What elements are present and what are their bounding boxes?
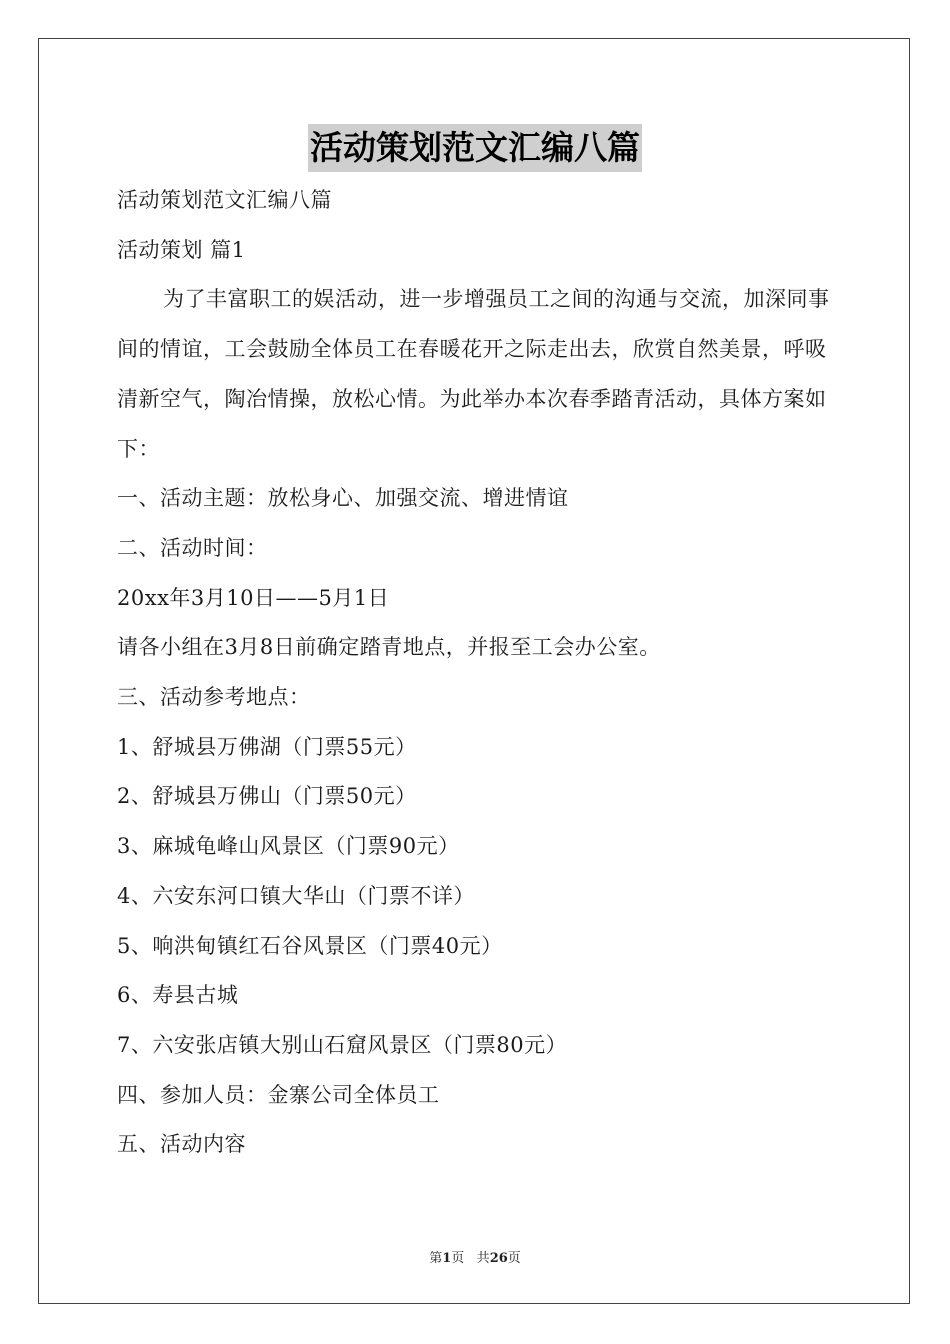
footer-page-word: 页 — [451, 1251, 465, 1266]
document-subtitle: 活动策划范文汇编八篇 — [117, 188, 332, 212]
line-time-heading: 二、活动时间： — [117, 535, 268, 560]
footer-total-prefix: 共 — [476, 1251, 490, 1266]
location-item: 3、麻城龟峰山风景区（门票90元） — [117, 834, 460, 859]
document-body — [117, 176, 833, 1170]
document-title — [0, 124, 950, 172]
page-footer — [0, 1247, 950, 1266]
location-item: 6、寿县古城 — [117, 983, 239, 1008]
line-content-heading: 五、活动内容 — [117, 1132, 246, 1157]
line-theme: 一、活动主题：放松身心、加强交流、增进情谊 — [117, 486, 569, 511]
intro-paragraph: 为了丰富职工的娱活动，进一步增强员工之间的沟通与交流，加深同事间的情谊，工会鼓励全体员工在春暖花开之际走出去，欣赏自然美景，呼吸清新空气，陶冶情操，放松心情。为此举办本次春季踏青活动，具体方案如下： — [117, 287, 830, 461]
location-item: 4、六安东河口镇大华山（门票不详） — [117, 883, 475, 908]
line-participants: 四、参加人员：金寨公司全体员工 — [117, 1082, 440, 1107]
document-title-text: 活动策划范文汇编八篇 — [308, 124, 642, 172]
line-time-range: 20xx年3月10日——5月1日 — [117, 585, 390, 610]
section-heading: 活动策划 篇1 — [117, 237, 246, 262]
location-item: 7、六安张店镇大别山石窟风景区（门票80元） — [117, 1032, 568, 1057]
location-item: 2、舒城县万佛山（门票50元） — [117, 784, 417, 809]
line-deadline: 请各小组在3月8日前确定踏青地点，并报至工会办公室。 — [117, 635, 661, 660]
footer-current-page: 1 — [442, 1251, 452, 1266]
location-item: 5、响洪甸镇红石谷风景区（门票40元） — [117, 933, 503, 958]
footer-total-pages: 26 — [489, 1251, 508, 1266]
line-locations-heading: 三、活动参考地点： — [117, 685, 311, 710]
footer-total-suffix: 页 — [507, 1251, 521, 1266]
location-item: 1、舒城县万佛湖（门票55元） — [117, 734, 417, 759]
footer-prefix: 第 — [429, 1251, 443, 1266]
